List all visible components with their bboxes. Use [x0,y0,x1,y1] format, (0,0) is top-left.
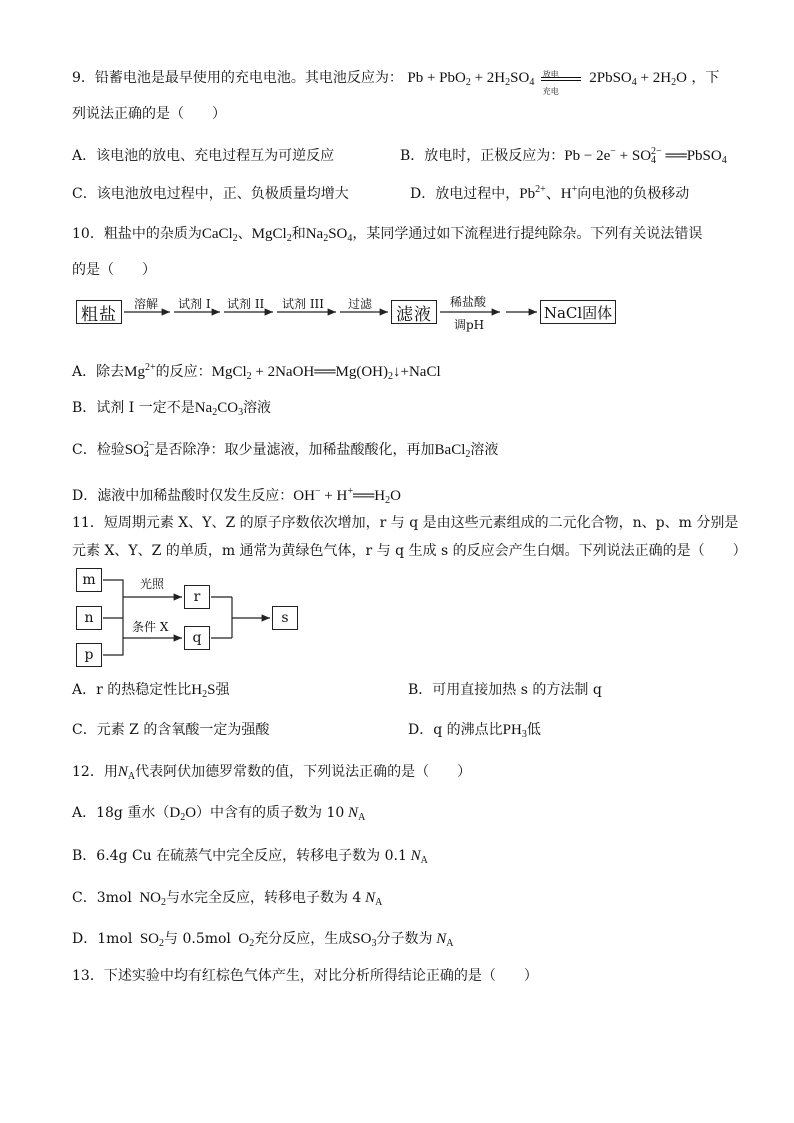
q11-option-d: D．q 的沸点比$PH_3$低 [408,722,541,740]
q9-option-a: A．该电池的放电、充电过程互为可逆反应 [72,148,335,164]
q10-stem-line1: 10．粗盐中的杂质为CaCl$_2$、MgCl$_2$和$Na_2SO_4$，某同学通过如下流程进行提纯除杂。下列有关说法错误 [72,226,703,244]
q10-option-b: B．试剂 I 一定不是$Na_2CO_3$溶液 [72,400,272,418]
q11-stem-line2: 元素 X、Y、Z 的单质，m 通常为黄绿色气体，r 与 q 生成 s 的反应会产生白烟。下列说法正确的是（ ） [72,543,747,559]
connector-p [103,638,123,655]
flow-label-dissolve: 溶解 [134,297,159,311]
q9-option-b: B．放电时，正极反应为：$Pb - 2e^- + SO_4^{2-}$ ══PbSO$_4$ [400,146,727,166]
q9-option-c: C．该电池放电过程中，正、负极质量均增大 [72,186,349,202]
flow-label-reagent-1: 试剂 I [178,297,211,311]
q9-stem-line1: 9．铅蓄电池是最早使用的充电电池。其电池反应为： $Pb + PbO_2 + 2H_2SO_4$ 放电 充电 2PbSO$_4$ + $2H_2O$ ，下 [72,70,720,96]
q12-option-a: A．18g 重水$(D_2O)$中含有的质子数为 10 $N_A$ [72,805,366,823]
q10-option-c: C．检验$SO_4^{2-}$是否除净：取少量滤液，加稀盐酸酸化，再加BaCl$_2$溶液 [72,440,499,460]
q11-option-c: C．元素 Z 的含氧酸一定为强酸 [72,722,270,738]
q12-option-d: D．1mol $SO_2$与 0.5mol $O_2$充分反应，生成$SO_3$分子数为 $N_A$ [72,931,454,949]
q10-stem-line2: 的是（ ） [72,262,156,278]
flow-box-crude-salt: 粗盐 [76,300,122,324]
diagram-box-s: s [272,606,298,630]
flow-box-nacl-solid: NaCl固体 [540,300,616,324]
diagram-box-n: n [76,606,102,630]
diagram-box-m: m [76,568,102,592]
q11-option-b: B．可用直接加热 s 的方法制 q [408,682,602,698]
diagram-box-p: p [76,643,102,667]
q9-option-d: D．放电过程中，$Pb^{2+}$、H+向电池的负极移动 [410,184,690,202]
reversible-arrow: 放电 充电 [539,68,585,88]
flow-label-reagent-2: 试剂 II [227,297,265,311]
q12-stem: 12．用$N_A$代表阿伏加德罗常数的值，下列说法正确的是（ ） [72,764,472,782]
flow-label-reagent-3: 试剂 III [282,297,325,311]
q10-option-a: A．除去$Mg^{2+}$的反应：MgCl$_2$ + $2NaOH══Mg(OH)_2↓+NaCl$ [72,362,441,382]
flow-box-filtrate: 滤液 [391,300,437,324]
diagram-label-light: 光照 [140,577,165,591]
q11-stem-line1: 11．短周期元素 X、Y、Z 的原子序数依次增加，r 与 q 是由这些元素组成的二元化合物，n、p、m 分别是 [72,515,739,531]
q10-option-d: D．滤液中加稀盐酸时仅发生反应：$OH^- + H^+══H_2O$ [72,486,401,506]
q11-option-a: A．r 的热稳定性比$H_2S$强 [72,682,230,700]
flow-label-dilute-hcl: 稀盐酸 [450,295,487,309]
q12-option-b: B．6.4g Cu 在硫蒸气中完全反应，转移电子数为 0.1 $N_A$ [72,848,428,866]
q13-stem: 13．下述实验中均有红棕色气体产生，对比分析所得结论正确的是（ ） [72,968,538,984]
q9-stem-line2: 列说法正确的是（ ） [72,106,226,122]
connector-m [103,580,123,597]
diagram-box-q: q [184,626,210,650]
diagram-label-condition-x: 条件 X [132,620,169,634]
flow-label-filter: 过滤 [348,297,373,311]
flow-label-adjust-ph: 调pH [454,318,485,332]
q12-option-c: C．3mol $NO_2$与水完全反应，转移电子数为 4 $N_A$ [72,890,383,908]
diagram-box-r: r [184,585,210,609]
